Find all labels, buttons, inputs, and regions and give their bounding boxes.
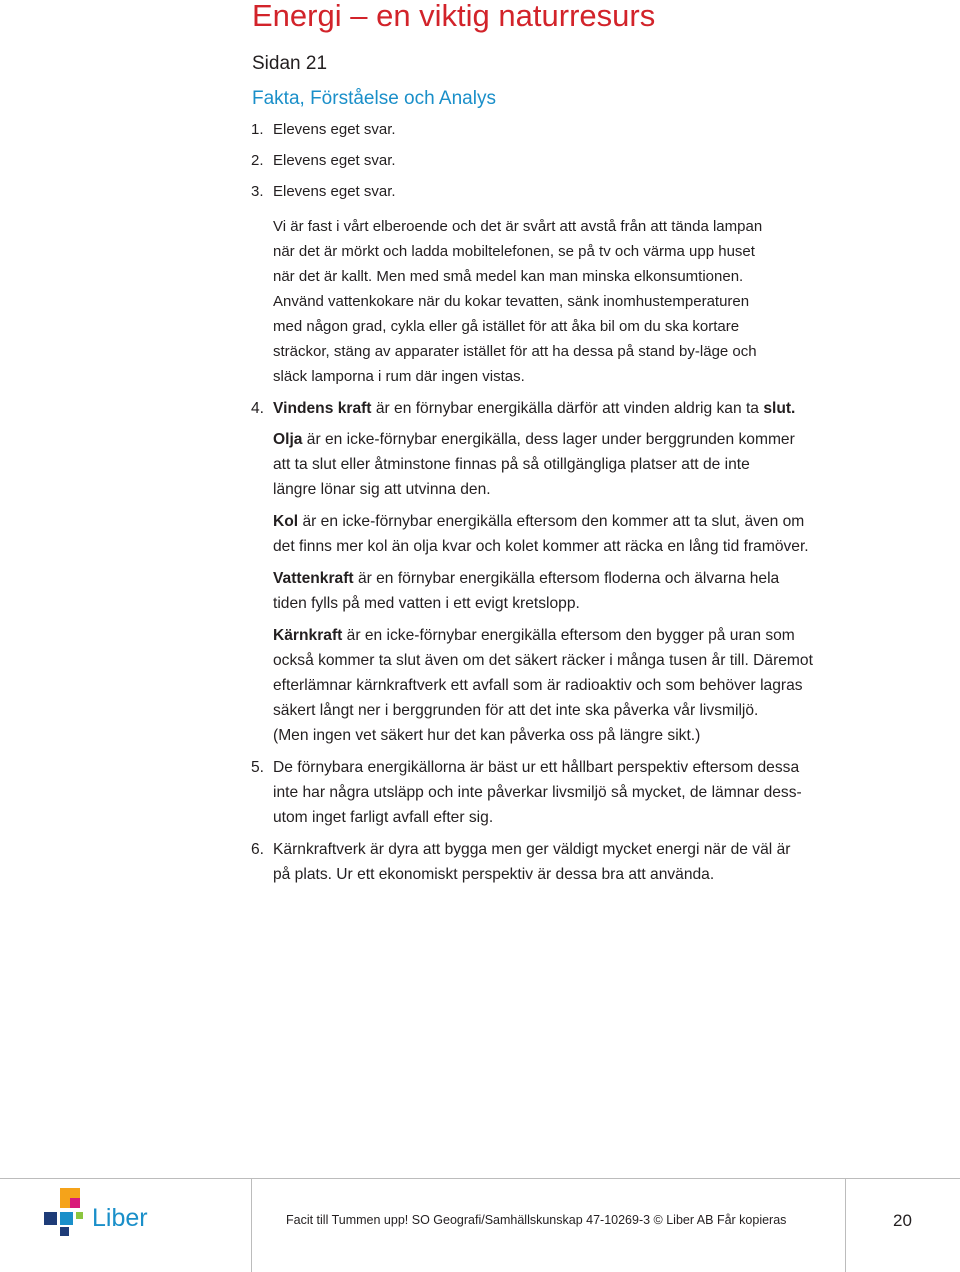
term-coal: Kol	[273, 513, 299, 530]
answer-number: 3.	[251, 183, 264, 200]
coal-text: är en icke-förnybar energikälla eftersom den kommer att ta slut, även om	[298, 513, 805, 530]
answer-number: 5.	[251, 759, 265, 776]
answer-3-line: släck lamporna i rum där ingen vistas.	[273, 368, 525, 385]
nuclear-paragraph	[273, 626, 795, 646]
answer-number: 6.	[251, 841, 265, 858]
answer-3-line: när det är mörkt och ladda mobiltelefonen, se på tv och värma upp huset	[273, 243, 755, 260]
answer-3-line: när det är kallt. Men med små medel kan man minska elkonsumtionen.	[273, 268, 744, 285]
footer-separator	[251, 1178, 252, 1272]
answer-2-text: Elevens eget svar.	[273, 152, 396, 169]
oil-paragraph	[273, 430, 795, 450]
answer-number: 1.	[251, 121, 264, 138]
answer-6-line: Kärnkraftverk är dyra att bygga men ger väldigt mycket energi när de väl är	[273, 841, 791, 858]
answer-number: 4.	[251, 400, 265, 417]
answer-3-text: Elevens eget svar.	[273, 183, 396, 200]
term-nuclear: Kärnkraft	[273, 627, 343, 644]
liber-logo-mark	[44, 1188, 154, 1240]
hydro-line: tiden fylls på med vatten i ett evigt kretslopp.	[273, 595, 580, 612]
logo-text: Liber	[92, 1204, 148, 1232]
footer-divider	[0, 1178, 960, 1179]
nuclear-line: efterlämnar kärnkraftverk ett avfall som är radioaktiv och som behöver lagras	[273, 677, 803, 694]
page-title: Energi – en viktig naturresurs	[252, 0, 656, 33]
nuclear-line: säkert långt ner i berggrunden för att det inte ska påverka vår livsmiljö.	[273, 702, 759, 719]
term-oil: Olja	[273, 431, 303, 448]
term-hydro: Vattenkraft	[273, 570, 354, 587]
liber-logo	[44, 1188, 154, 1240]
answer-5-line: utom inget farligt avfall efter sig.	[273, 809, 494, 826]
coal-line: det finns mer kol än olja kvar och kolet kommer att räcka en lång tid framöver.	[273, 538, 809, 555]
term-slut: slut.	[763, 400, 796, 417]
answer-3-line: sträckor, stäng av apparater istället för att ha dessa på stand by-läge och	[273, 343, 757, 360]
section-heading: Fakta, Förståelse och Analys	[252, 88, 496, 109]
answer-4-wind-text: är en förnybar energikälla därför att vinden aldrig kan ta	[371, 400, 764, 417]
page-reference: Sidan 21	[252, 53, 328, 74]
answer-1-text: Elevens eget svar.	[273, 121, 396, 138]
footer-separator	[845, 1178, 846, 1272]
hydro-paragraph	[273, 569, 779, 589]
oil-line: längre lönar sig att utvinna den.	[273, 481, 491, 498]
oil-line: att ta slut eller åtminstone finnas på så otillgängliga platser att de inte	[273, 456, 750, 473]
nuclear-line: också kommer ta slut även om det säkert räcker i många tusen år till. Däremot	[273, 652, 813, 669]
answer-5-line: De förnybara energikällorna är bäst ur ett hållbart perspektiv eftersom dessa	[273, 759, 800, 776]
oil-text: är en icke-förnybar energikälla, dess lager under berggrunden kommer	[302, 431, 795, 448]
nuclear-line: (Men ingen vet säkert hur det kan påverka oss på längre sikt.)	[273, 727, 701, 744]
answer-4-wind	[273, 399, 795, 419]
footer-text: Facit till Tummen upp! SO Geografi/Samhällskunskap 47-10269-3 © Liber AB Får kopieras	[286, 1213, 787, 1227]
page-number: 20	[893, 1211, 912, 1230]
coal-paragraph	[273, 512, 804, 532]
nuclear-text: är en icke-förnybar energikälla eftersom den bygger på uran som	[342, 627, 795, 644]
answer-3-line: med någon grad, cykla eller gå istället för att åka bil om du ska kortare	[273, 318, 740, 335]
hydro-text: är en förnybar energikälla eftersom floderna och älvarna hela	[353, 570, 780, 587]
answer-5-line: inte har några utsläpp och inte påverkar livsmiljö så mycket, de lämnar dess-	[273, 784, 802, 801]
answer-number: 2.	[251, 152, 264, 169]
answer-3-line: Vi är fast i vårt elberoende och det är svårt att avstå från att tända lampan	[273, 218, 763, 235]
answer-3-line: Använd vattenkokare när du kokar tevatten, sänk inomhustemperaturen	[273, 293, 750, 310]
answer-6-line: på plats. Ur ett ekonomiskt perspektiv är dessa bra att använda.	[273, 866, 715, 883]
term-wind: Vindens kraft	[273, 400, 372, 417]
